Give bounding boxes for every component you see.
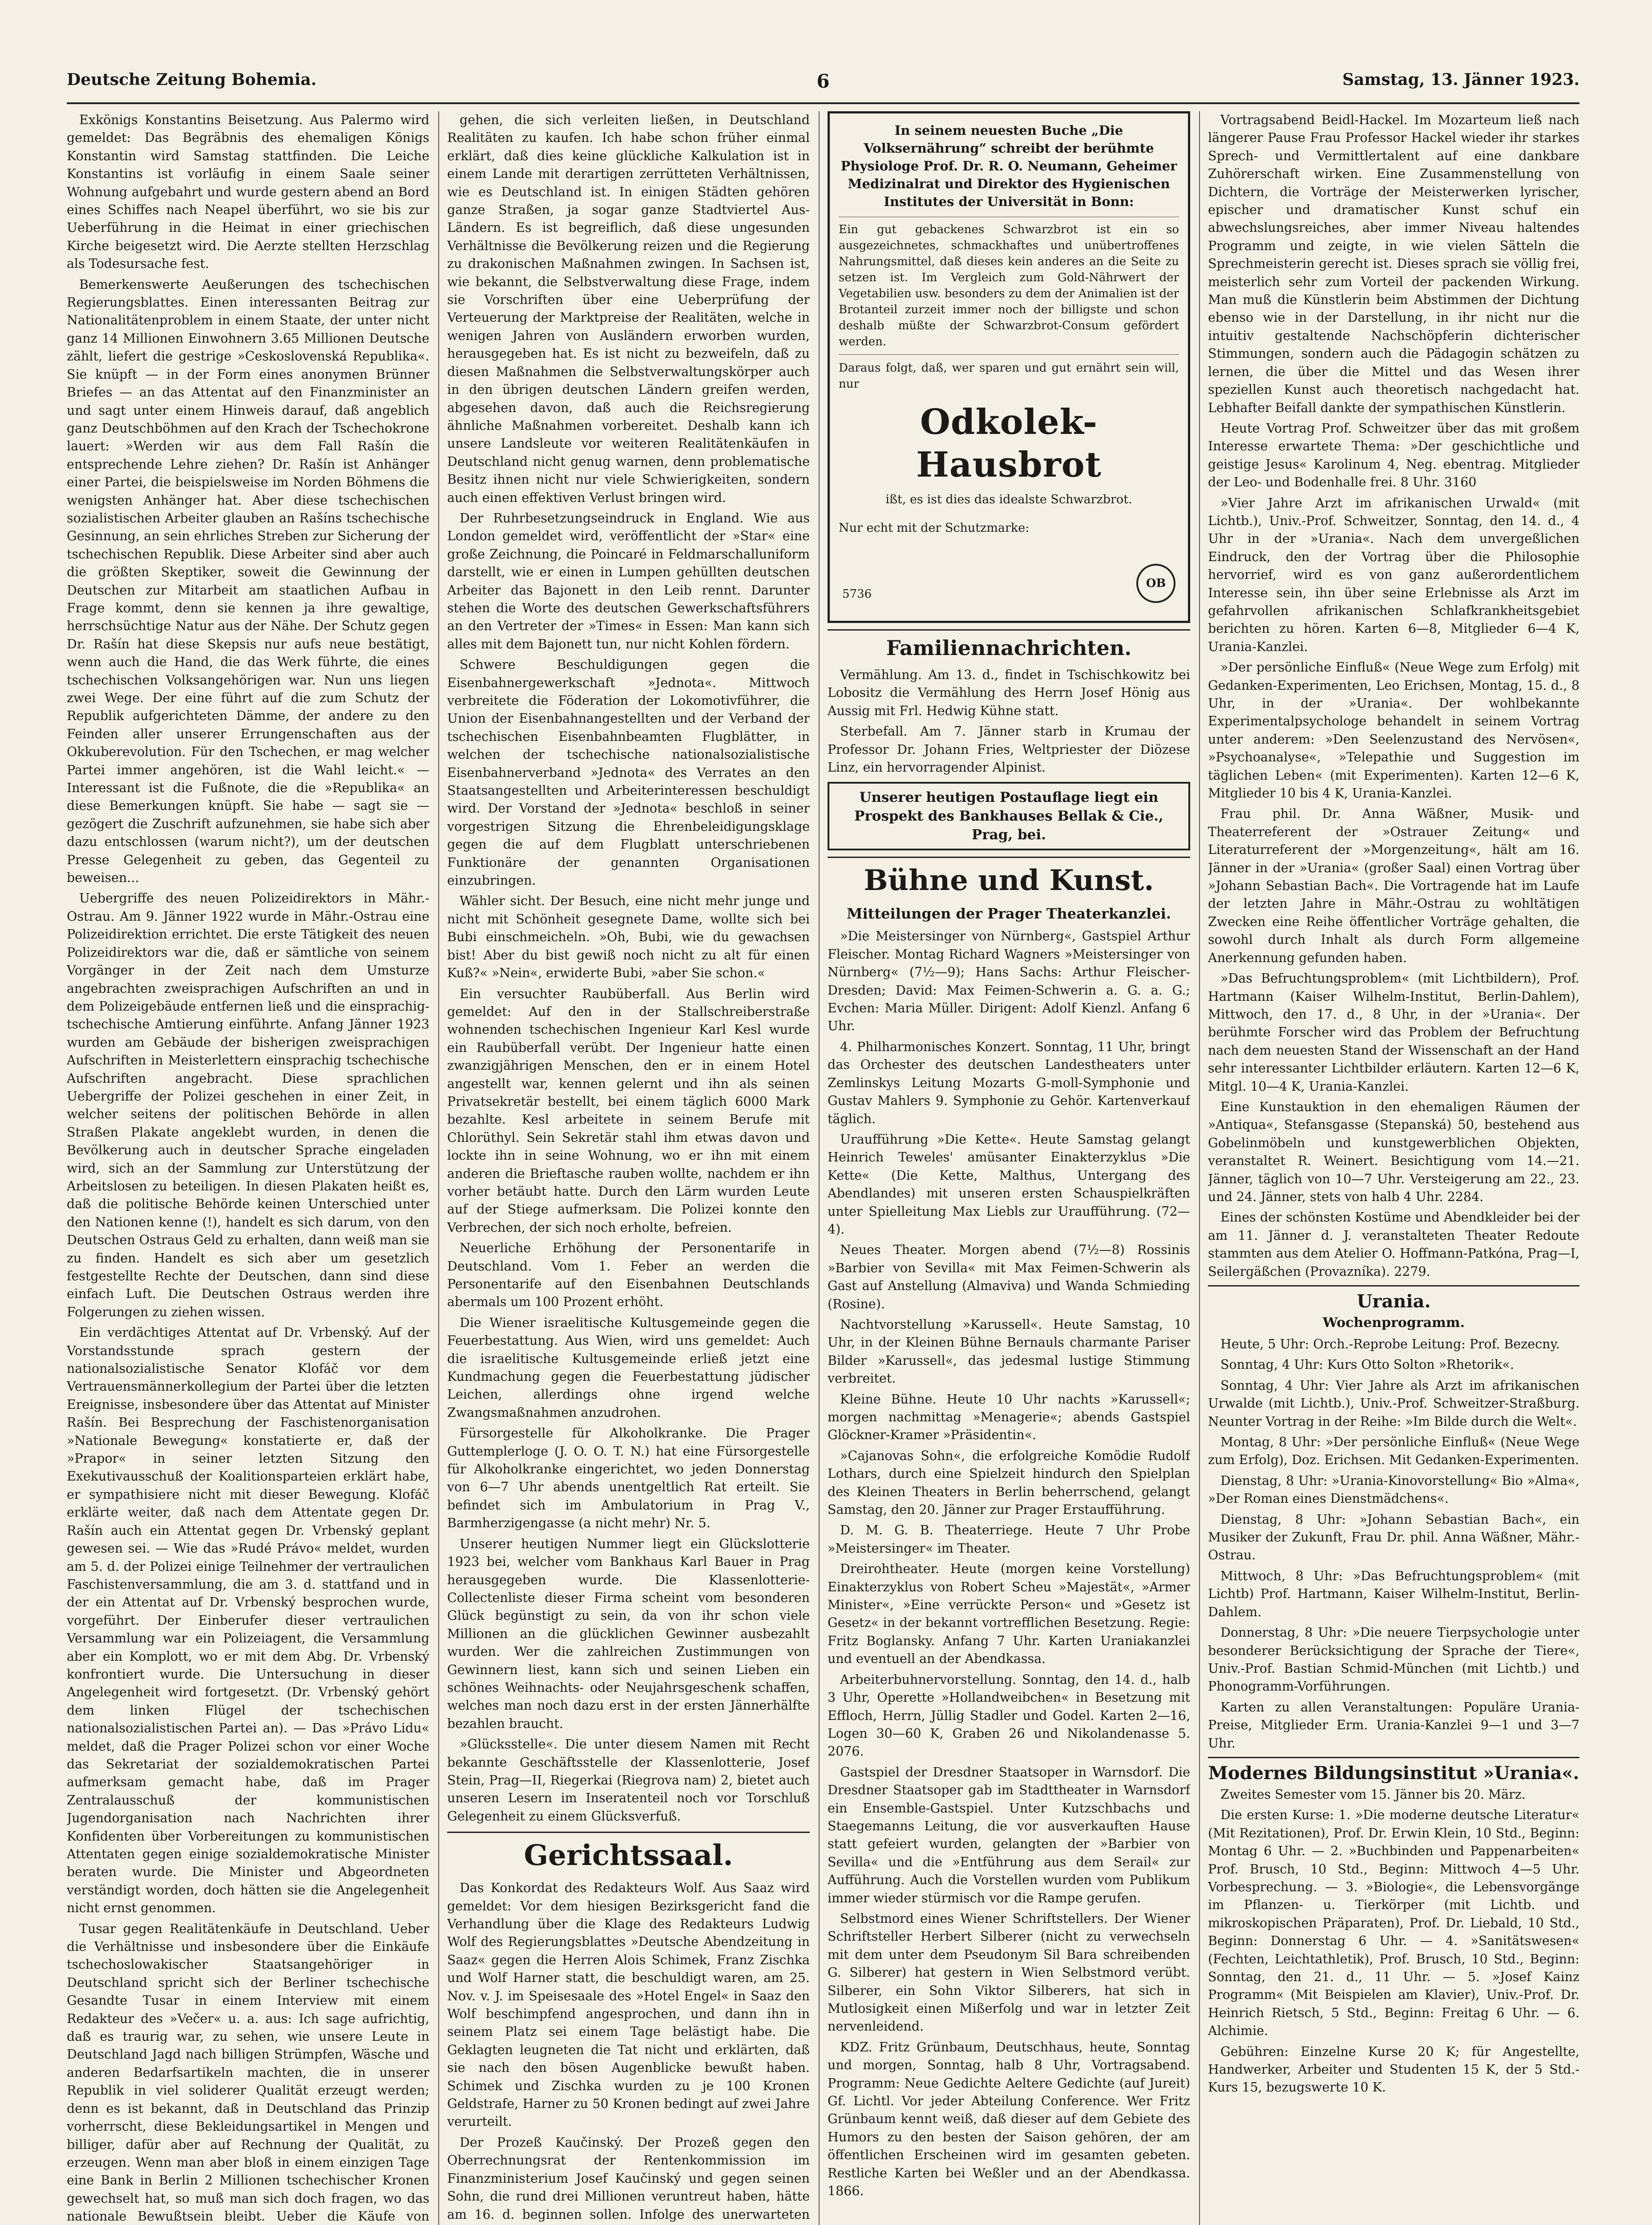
boxed-notice: Unserer heutigen Postauflage liegt ein Prospekt des Bankhauses Bellak & Cie., Prag, bei. (828, 782, 1190, 850)
odkolek-advertisement (828, 111, 1190, 623)
article-paragraph: Heute Vortrag Prof. Schweitzer über das mit großem Interesse erwartete Thema: »Der geschichtliche und geistige Jesus« Karolinum 4, Neg. ebentrag. Mitglieder der Leo- und Bodenhalle frei. 8 Uhr. 3160 (1208, 421, 1579, 490)
article-paragraph: KDZ. Fritz Grünbaum, Deutschhaus, heute, Sonntag und morgen, Sonntag, halb 8 Uhr, Vortragsabend. Programm: Neue Gedichte Aeltere Gedichte (auf Jureit) Gf. Lichtl. Vor jeder Abteilung Conference. Wer Fritz Grünbaum kennt weiß, daß dieser auf dem Gebiete des Humors zu den besten der Saison gehören, der am öffentlichen Erscheinen wird im gesamten gebeten. Restliche Karten bei Weßler und an der Abendkassa. 1866. (828, 2039, 1190, 2199)
ad-brand-name: Odkolek-Hausbrot (916, 402, 1102, 485)
article-paragraph: Fürsorgestelle für Alkoholkranke. Die Prager Guttemplerloge (J. O. O. T. N.) hat eine Fürsorgestelle für Alkoholkranke eingerichtet, wo jeden Donnerstag von 6—7 Uhr abends unentgeltlich Rat erteilt. Sie befindet sich im Ambulatorium in Prag V., Barmherzigengasse (a nicht mehr) Nr. 5. (447, 1426, 810, 1531)
article-paragraph: Heute, 5 Uhr: Orch.-Reprobe Leitung: Prof. Bezecny. (1220, 1337, 1560, 1351)
article-paragraph: Sonntag, 4 Uhr: Kurs Otto Solton »Rhetorik«. (1220, 1357, 1514, 1372)
article-paragraph: Nachtvorstellung »Karussell«. Heute Samstag, 10 Uhr, in der Kleinen Bühne Bernauls charmante Pariser Bilder »Karussell«, das jedesmal lustige Stimmung verbreitet. (828, 1317, 1190, 1386)
ad-conclusion-text: Daraus folgt, daß, wer sparen und gut ernährt sein will, nur (839, 361, 1179, 391)
column-rule (1199, 111, 1200, 2225)
column-rule (438, 111, 439, 2225)
article-paragraph: Die Wiener israelitische Kultusgemeinde gegen die Feuerbestattung. Aus Wien, wird uns gemeldet: Auch die israelitische Kultusgemeinde erließ jetzt eine Kundmachung gegen die Feuerbestattung jüdischer Leichen, allerdings ohne irgend welche Zwangsmaßnahmen anzudrohen. (447, 1315, 810, 1420)
article-paragraph: Donnerstag, 8 Uhr: »Die neuere Tierpsychologie unter besonderer Berücksichtigung der Sprache der Tiere«, Univ.-Prof. Bastian Schmid-München (mit Lichtb.) und Phonogramm-Vorführungen. (1208, 1625, 1579, 1694)
article-paragraph: Schwere Beschuldigungen gegen die Eisenbahnergewerkschaft »Jednota«. Mittwoch verbreitete die Föderation der Lokomotivführer, die Union der Eisenbahnangestellten und der Verband der tschechischen Eisenbahnbeamten Flugblätter, in welchen der tschechische nationalsozialistische Eisenbahnerverband »Jednota« des Verrates an den Staatsangestellten und Arbeiterinteressen beschuldigt wird. Der Vorstand der »Jednota« beschloß in seiner vorgestrigen Sitzung die Ehrenbeleidigungsklage gegen die auf dem Flugblatt unterschriebenen Funktionäre der genannten Organisationen einzubringen. (447, 657, 810, 888)
article-paragraph: Mittwoch, 8 Uhr: »Das Befruchtungsproblem« (mit Lichtb) Prof. Hartmann, Kaiser Wilhelm-Institut, Berlin-Dahlem. (1208, 1568, 1579, 1619)
article-paragraph: Neuerliche Erhöhung der Personentarife in Deutschland. Vom 1. Feber an werden die Personentarife auf den Eisenbahnen Deutschlands abermals um 100 Prozent erhöht. (447, 1241, 810, 1310)
ad-trademark-note: Nur echt mit der Schutzmarke: (839, 521, 1030, 535)
article-paragraph: Vortragsabend Beidl-Hackel. Im Mozarteum ließ nach längerer Pause Frau Professor Hackel wieder ihr starkes Sprech- und Vermittlertalent auf eine dankbare Zuhörerschaft wirken. Eine Zusammenstellung von Dichtern, die Vorträge der Meisterwerken lyrischer, epischer und dramatischer Kunst schuf ein abwechslungsreiches, aber immer Niveau haltendes Programm und zeigte, in wie vielen Sätteln die Sprechmeisterin gerecht ist. Dieses sprach sie völlig frei, meisterlich sehr zum Vorteil der packenden Wirkung. Man muß die Künstlerin beim Abstimmen der Dichtung ebenso wie in der Darstellung, in ihr nicht nur die intuitiv gestaltende Nachschöpferin dichterischer Stimmungen, sondern auch die Pädagogin schätzen zu lernen, die über die Mittel und das Wesen ihrer speziellen Kunst auch theoretisch nachgedacht hat. Lebhafter Beifall dankte der sympathischen Künstlerin. (1208, 113, 1579, 415)
program-heading: Modernes Bildungsinstitut »Urania«. (1208, 1757, 1579, 1786)
article-paragraph: Uraufführung »Die Kette«. Heute Samstag gelangt Heinrich Teweles' amüsanter Einakterzyklus »Die Kette« (Die Kette, Malthus, Untergang des Abendlandes) mit unseren ersten Schauspielkräften unter Spielleitung Max Liebls zur Uraufführung. (72—4). (828, 1132, 1190, 1237)
page-header (67, 62, 1579, 104)
section-subheading: Mitteilungen der Prager Theaterkanzlei. (847, 905, 1171, 922)
article-paragraph: »Das Befruchtungsproblem« (mit Lichtbildern), Prof. Hartmann (Kaiser Wilhelm-Institut, Berlin-Dahlem), Mittwoch, den 17. d., 8 Uhr, in der »Urania«. Der berühmte Forscher wird das Problem der Befruchtung nach dem neuesten Stand der Wissenschaft an der Hand sehr interessanter Lichtbilder erläutern. Karten 12—6 K, Mitgl. 10—4 K, Urania-Kanzlei. (1208, 971, 1579, 1094)
article-paragraph: Der Prozeß Kaučinský. Der Prozeß gegen den Oberrechnungsrat der Rentenkommission im Finanzministerium Josef Kaučinský und gegen seinen Sohn, die rund drei Millionen veruntreut haben, hätte am 16. d. beginnen sollen. Infolge des unerwarteten (447, 2135, 810, 2222)
article-paragraph: »Vier Jahre Arzt im afrikanischen Urwald« (mit Lichtb.), Univ.-Prof. Schweitzer, Sonntag, den 14. d., 4 Uhr in der »Urania«. Nach dem unvergeßlichen Eindruck, den der Vortrag über die Philosophie hervorrief, wird es von ganz außerordentlichem Interesse sein, ihn über seine Erlebnisse als Arzt im gefahrvollen afrikanischen Schlafkrankheitsgebiet berichten zu hören. Karten 6—8, Mitglieder 6—4 K, Urania-Kanzlei. (1208, 495, 1579, 654)
column-rule (819, 111, 820, 2225)
article-paragraph: Exkönigs Konstantins Beisetzung. Aus Palermo wird gemeldet: Das Begräbnis des ehemaligen Königs Konstantin wird Samstag stattfinden. Die Leiche Konstantins ist vorläufig in einem Saale seiner Wohnung aufgebahrt und wurde gestern abend an Bord eines Schiffes nach Neapel überführt, wo sie bis zur Ueberführung in die Heimat in einer griechischen Kirche beigesetzt wird. Die Aerzte stellten Herzschlag als Todesursache fest. (67, 113, 429, 271)
column-4 (1208, 111, 1579, 2225)
article-paragraph: Gebühren: Einzelne Kurse 20 K; für Angestellte, Handwerker, Arbeiter und Studenten 15 K, der 5 Std.-Kurs 15, bezugswerte 10 K. (1208, 2044, 1579, 2095)
article-paragraph: Dienstag, 8 Uhr: »Urania-Kinovorstellung« Bio »Alma«, »Der Roman eines Dienstmädchens«. (1208, 1473, 1579, 1506)
article-paragraph: gehen, die sich verleiten ließen, in Deutschland Realitäten zu kaufen. Ich habe schon früher einmal erklärt, daß dies keine glückliche Kalkulation ist in einem Lande mit derartigen zerrütteten Verhältnissen, wie es Deutschland ist. In einigen Städten gehören ganze Straßen, ja sogar ganze Stadtviertel Aus-Ländern. Es ist begreiflich, daß diese ungesunden Verhältnisse die Bevölkerung reizen und die Regierung zu drakonischen Maßnahmen zwingen. In Sachsen ist, wie bekannt, die Selbstverwaltung diese Frage, indem sie Vorschriften über eine Ueberprüfung der Verteuerung der Marktpreise der Realitäten, welche in wenigen Jahren von Ausländern erworben wurden, herausgegeben hat. Es ist nicht zu bezweifeln, daß zu diesen Maßnahmen die Selbstverwaltungskörper auch in den übrigen deutschen Ländern greifen werden, abgesehen davon, daß auch die Reichsregierung ähnliche Maßnahmen vorbereitet. Deshalb kann ich unsere Landsleute vor weiteren Realitätenkäufen in Deutschland nicht genug warnen, denn problematische Besitz ihnen nicht nur viele Schwierigkeiten, sondern auch einen effektiven Verlust bringen wird. (447, 113, 810, 505)
article-paragraph: Eine Kunstauktion in den ehemaligen Räumen der »Antiqua«, Stefansgasse (Stepanská) 50, bestehend aus Gobelinmöbeln und kunstgewerblichen Objekten, veranstaltet R. Weinert. Besichtigung vom 14.—21. Jänner, täglich von 10—7 Uhr. Versteigerung am 22., 23. und 24. Jänner, stets von halb 4 Uhr. 2284. (1208, 1099, 1579, 1204)
article-paragraph: Gastspiel der Dresdner Staatsoper in Warnsdorf. Die Dresdner Staatsoper gab im Stadttheater in Warnsdorf ein Ensemble-Gastspiel. Unter Kutzschbachs und Staegemanns Leitung, die vor ausverkauften Hause statt gefeiert wurden, gelangten der »Barbier von Sevilla« und die »Entführung aus dem Serail« zur Aufführung. Auch die Vorstellen wurden vom Publikum immer wieder stürmisch vor die Rampe gerufen. (828, 1764, 1190, 1905)
ad-quote-text: Ein gut gebackenes Schwarzbrot ist ein so ausgezeichnetes, schmackhaftes und unübertroffenes Nahrungsmittel, daß dieses kein anderes an die Seite zu setzen ist. Im Vergleich zum Gold-Nährwert der Vegetabilien usw. besonders zu dem der Animalien ist der Brotanteil zurzeit immer noch der billigste und schon deshalb müßte der Schwarzbrot-Consum gefördert werden. (839, 217, 1179, 355)
article-paragraph: Karten zu allen Veranstaltungen: Populäre Urania-Preise, Mitglieder Erm. Urania-Kanzlei 9—1 und 3—7 Uhr. (1208, 1699, 1579, 1751)
article-paragraph: D. M. G. B. Theaterriege. Heute 7 Uhr Probe »Meistersinger« im Theater. (828, 1523, 1190, 1556)
article-paragraph: »Der persönliche Einfluß« (Neue Wege zum Erfolg) mit Gedanken-Experimenten, Leo Erichsen, Montag, 15. d., 8 Uhr, in der »Urania«. Der wohlbekannte Experimentalpsychologe behandelt in seinem Vortrag unter anderem: »Den Seelenzustand des Nervösen«, »Psychoanalyse«, »Telepathie und Suggestion im täglichen Leben« (mit Experimenten). Karten 12—6 K, Mitglieder 10 bis 4 K, Urania-Kanzlei. (1208, 660, 1579, 801)
trademark-logo-icon: OB (1136, 564, 1175, 603)
column-1 (67, 111, 429, 2225)
article-paragraph: Vermählung. Am 13. d., findet in Tschischkowitz bei Lobositz die Vermählung des Herrn Josef Hönig aus Aussig mit Frl. Hedwig Kühne statt. (828, 668, 1190, 718)
article-paragraph: Eines der schönsten Kostüme und Abendkleider bei der am 11. Jänner d. J. veranstalteten Theater Redoute stammten aus dem Atelier O. Hoffmann-Patkóna, Prag—I, Seilergäßchen (Provazníka). 2279. (1208, 1210, 1579, 1279)
article-paragraph: Sterbefall. Am 7. Jänner starb in Krumau der Professor Dr. Johann Fries, Weltpriester der Diözese Linz, ein hervorragender Alpinist. (828, 724, 1190, 775)
article-paragraph: »Cajanovas Sohn«, die erfolgreiche Komödie Rudolf Lothars, durch eine Spielzeit hindurch den Spielplan des Kleinen Theaters in Berlin beherrschend, gelangt Samstag, den 20. Jänner zur Prager Erstaufführung. (828, 1448, 1190, 1517)
issue-date: Samstag, 13. Jänner 1923. (1342, 70, 1579, 89)
article-paragraph: Bemerkenswerte Aeußerungen des tschechischen Regierungsblattes. Einen interessanten Beitrag zur Nationalitätenproblem in einem Staate, der unter nicht ganz 14 Millionen Einwohnern 3.65 Millionen Deutsche zählt, liefert die gestrige »Ceskoslovenská Republika«. Sie knüpft — in der Form eines anonymen Brünner Briefes — an das Attentat auf den Finanzminister an und sagt unter einem Hinweis darauf, daß angeblich ganz Deutschböhmen auf den Krach der Tschechokrone lauert: »Werden wir aus dem Fall Rašín die entsprechende Lehre ziehen? Dr. Rašín ist Anhänger einer Partei, die beispielsweise im Norden Böhmens die wenigsten Anhänger hat. Aber diese tschechischen sozialistischen Arbeiter glauben an Rašíns tschechische Gesinnung, an sein ehrliches Streben zur Sicherung der tschechischen Republik. Diese Arbeiter sind aber auch die größten Skeptiker, soweit die Gewinnung der Deutschen zur Mitarbeit am staatlichen Aufbau in Frage kommt, denn sie kennen ja ihre gewaltige, herrschsüchtige Natur aus der Nähe. Der Schutz gegen Dr. Rašín hat diese Skepsis nur aufs neue bestätigt, wenn auch die Hand, die das Werk führte, die eines tschechischen Volksangehörigen war. Nun uns liegen zwei Wege. Der eine führt auf die zum Schutz der Republik aufgerichteten Dämme, der andere zu den Feinden aller unserer Errungenschaften aus der Okkuberevolution. Für den Tschechen, er mag welcher Partei immer angehören, ist die Wahl leicht.« — Interessant ist die Fußnote, die die »Republika« an diese Bemerkungen knüpft. Sie habe — sagt sie — gezögert die Zuschrift aufzunehmen, sie habe sich aber dazu entschlossen (warum nicht?), um der deutschen Presse Gelegenheit zu geben, das Gegenteil zu beweisen... (67, 277, 429, 886)
article-paragraph: »Glücksstelle«. Die unter diesem Namen mit Recht bekannte Geschäftsstelle der Klassenlotterie, Josef Stein, Prag—II, Riegerkai (Riegrova nam) 2, bietet auch unseren Lesern im Inseratenteil noch vor Torschluß Gelegenheit zu einem Glücksverfuß. (447, 1737, 810, 1824)
article-paragraph: Der Ruhrbesetzungseindruck in England. Wie aus London gemeldet wird, veröffentlicht der »Star« eine große Zeichnung, die Poincaré in Feldmarschalluniform darstellt, wie er einen in Lumpen gehüllten deutschen Arbeiter das Bajonett in den Leib rennt. Darunter stehen die Worte des deutschen Gewerkschaftsführers an den Vertreter der »Times« in Essen: Man kann sich alles mit dem Bajonett tun, nur nicht Kohlen fördern. (447, 510, 810, 651)
article-paragraph: Wähler sicht. Der Besuch, eine nicht mehr junge und nicht mit Schönheit gesegnete Dame, wollte sich bei Bubi einschmeicheln. »Oh, Bubi, wie du gewachsen bist! Aber du bist gewiß noch nicht zu alt für einen Kuß?« »Nein«, erwiderte Bubi, »aber Sie schon.« (447, 894, 810, 981)
section-heading: Familiennachrichten. (828, 629, 1190, 662)
article-paragraph: Neues Theater. Morgen abend (7½—8) Rossinis »Barbier von Sevilla« mit Max Feimen-Schwerin als Gast auf Anstellung (Almaviva) und Wanda Schmieding (Rosine). (828, 1242, 1190, 1311)
section-heading: Gerichtssaal. (447, 1832, 810, 1875)
ad-intro-text: In seinem neuesten Buche „Die Volksernährung“ schreibt der berühmte Physiologe Prof. Dr. R. O. Neumann, Geheimer Medizinalrat und Direktor des Hygienischen Institutes der Universität in Bonn: (840, 123, 1177, 209)
article-paragraph: Arbeiterbuhnervorstellung. Sonntag, den 14. d., halb 3 Uhr, Operette »Hollandweibchen« in Besetzung mit Effloch, Herrn, Jüllig Stadler und Godel. Karten 2—16, Logen 30—60 K, Graben 26 und Nikolandenasse 5. 2076. (828, 1672, 1190, 1759)
article-paragraph: »Die Meistersinger von Nürnberg«, Gastspiel Arthur Fleischer. Montag Richard Wagners »Meistersinger von Nürnberg« (7½—9); Hans Sachs: Arthur Fleischer-Dresden; David: Max Feimen-Schwerin a. G. a. G.; Evchen: Maria Müller. Dirigent: Adolf Kienzl. Anfang 6 Uhr. (828, 929, 1190, 1034)
article-paragraph: Kleine Bühne. Heute 10 Uhr nachts »Karussell«; morgen nachmittag »Menagerie«; abends Gastspiel Glöckner-Kramer »Präsidentin«. (828, 1392, 1190, 1443)
article-paragraph: Zweites Semester vom 15. Jänner bis 20. März. (1220, 1787, 1526, 1802)
masthead-title: Deutsche Zeitung Bohemia. (67, 70, 317, 89)
program-subheading: Wochenprogramm. (1322, 1315, 1465, 1331)
article-paragraph: Ein verdächtiges Attentat auf Dr. Vrbenský. Auf der Vorstandsstunde sprach gestern der nationalsozialistische Senator Klofáč vor dem Vertrauensmännerkollegium der Partei über die letzten Ereignisse, insbesondere über das Attentat auf Minister Rašín. Bei Besprechung der Faschistenorganisation »Nationale Bewegung« konstatierte er, daß der »Prapor« in seiner letzten Sitzung den Exekutivausschuß der Koalitionsparteien erklärt habe, er sympathisiere nicht mit dieser Bewegung. Klofáč erklärte weiter, daß nach dem Attentate gegen Dr. Rašín auch ein Attentat gegen Dr. Vrbenský geplant gewesen sei. — Wie das »Rudé Právo« meldet, wurden am 5. d. der Polizei einige Teilnehmer der vertraulichen Faschistenversammlung, die am 3. d. stattfand und in der ein Attentat auf Dr. Vrbenský besprochen wurde, vorgeführt. Der Einberufer dieser vertraulichen Versammlung war ein Polizeiagent, die Versammlung aber ein Komplott, wo er mit dem Abg. Dr. Vrbenský konfrontiert wurde. Die Untersuchung in dieser Angelegenheit wird fortgesetzt. (Dr. Vrbenský gehört dem linken Flügel der tschechischen nationalsozialistischen Partei an). — Das »Právo Lidu« meldet, daß die Prager Polizei schon vor einer Woche das Sekretariat der sozialdemokratischen Partei aufmerksam gemacht habe, daß im Prager Zentralausschuß der kommunistischen Jugendorganisation nach Nachrichten ihrer Konfidenten über Vorbereitungen zu kommunistischen Attentaten gegen einige sozialdemokratische Minister beraten wurde. Die Minister und Abgeordneten verständigt worden, doch hätten sie die Angelegenheit nicht ernst genommen. (67, 1325, 429, 1916)
article-paragraph: Selbstmord eines Wiener Schriftstellers. Der Wiener Schriftsteller Herbert Silberer (nicht zu verwechseln mit dem unter dem Pseudonym Sil Bara schreibenden G. Silberer) hat gestern in Wien Selbstmord verübt. Silberer, ein Sohn Viktor Silberers, hat sich in Mutlosigkeit einen Mißerfolg und war in letzter Zeit nervenleidend. (828, 1911, 1190, 2034)
article-paragraph: Sonntag, 4 Uhr: Vier Jahre als Arzt im afrikanischen Urwalde (mit Lichtb.), Univ.-Prof. Schweitzer-Straßburg. Neunter Vortrag in der Reihe: »Im Bilde durch die Welt«. (1208, 1378, 1579, 1429)
article-paragraph: Uebergriffe des neuen Polizeidirektors in Mähr.-Ostrau. Am 9. Jänner 1922 wurde in Mähr.-Ostrau eine Polizeidirektion errichtet. Die erste Tätigkeit des neuen Polizeidirektors war die, daß er sämtliche von seinem Vorgänger in der Zeit nach dem Umsturze angebrachten zweisprachigen Aufschriften an und in dem Polizeigebäude entfernen ließ und die einsprachig-tschechische Amtierung einführte. Anfang Jänner 1923 wurden am Gebäude der bisherigen zweisprachigen Aufschriften in Meisterlettern einsprachig tschechische Aufschriften angebracht. Diese sprachlichen Uebergriffe der Polizei geschehen in einer Zeit, in welcher seitens der politischen Behörde in allen Straßen Plakate angeklebt wurden, in denen die Bevölkerung auch in deutscher Sprache eingeladen wird, sich an der Sammlung zur Unterstützung der Arbeitslosen zu beteiligen. In diesen Plakaten heißt es, daß die politische Behörde keinen Unterschied unter den Nationen kenne (!), handelt es sich darum, von den Deutschen Ostraus Geld zu erhalten, dann weiß man sie zu finden. Handelt es sich aber um gesetzlich festgestellte Rechte der Deutschen, dann sind diese einfach Luft. Die Deutschen Ostraus werden ihre Folgerungen zu ziehen wissen. (67, 891, 429, 1319)
article-paragraph: Dienstag, 8 Uhr: »Johann Sebastian Bach«, ein Musiker der Zukunft, Frau Dr. phil. Anna Wäßner, Mähr.-Ostrau. (1208, 1512, 1579, 1563)
article-paragraph: Dreirohtheater. Heute (morgen keine Vorstellung) Einakterzyklus von Robert Scheu »Majestät«, »Armer Minister«, »Eine verrückte Person« und »Gesetz ist Gesetz« in der bekannt vortrefflichen Besetzung. Regie: Fritz Boglansky. Anfang 7 Uhr. Karten Uraniakanzlei und eventuell an der Abendkassa. (828, 1562, 1190, 1667)
column-3 (828, 111, 1190, 2225)
article-paragraph: Montag, 8 Uhr: »Der persönliche Einfluß« (Neue Wege zum Erfolg), Doz. Erichsen. Mit Gedanken-Experimenten. (1208, 1435, 1579, 1468)
program-heading: Urania. (1208, 1285, 1579, 1314)
article-paragraph: Frau phil. Dr. Anna Wäßner, Musik- und Theaterreferent der »Ostrauer Zeitung« und Literaturreferent der »Morgenzeitung«, hält am 16. Jänner in der »Urania« (großer Saal) einen Vortrag über »Johann Sebastian Bach«. Die Vortragende hat im Laufe der letzten Jahre in Mähr.-Ostrau zu wohltätigen Zwecken eine Reihe öffentlicher Vorträge gehalten, die sowohl durch Inhalt als durch Form allgemeine Anerkennung gefunden haben. (1208, 806, 1579, 965)
article-paragraph: Tusar gegen Realitätenkäufe in Deutschland. Ueber die Verhältnisse und insbesondere über die Einkäufe tschechoslowakischer Staatsangehöriger in Deutschland spricht sich der Berliner tschechische Gesandte Tusar in einem Interview mit einem Redakteur des »Večer« u. a. aus: Ich sage aufrichtig, daß es traurig war, zu sehen, wie unsere Leute in Deutschland Jagd nach billigen Strümpfen, Wäsche und anderen Bedarfsartikeln machten, die in unserer Republik in viel soliderer Qualität erzeugt werden; denn es ist bekannt, daß in Deutschland das Prinzip vorherrscht, diese Bekleidungsartikel in Mengen und billiger, dafür aber auf Rechnung der Qualität, zu erzeugen. Wenn man aber bloß in einem einzigen Tage eine Bank in Berlin 2 Millionen tschechischer Kronen gewechselt hat, so muß man sich doch fragen, wo das nationale Bewußtsein bleibt. Ueber die Käufe von (67, 1921, 429, 2224)
section-heading: Bühne und Kunst. (828, 857, 1190, 900)
article-paragraph: Das Konkordat des Redakteurs Wolf. Aus Saaz wird gemeldet: Vor dem hiesigen Bezirksgericht fand die Verhandlung über die Klage des Redakteurs Ludwig Wolf des Regierungsblattes »Deutsche Abendzeitung in Saaz« gegen die Herren Alois Schimek, Franz Zischka und Wolf Harner statt, die beschuldigt waren, am 25. Nov. v. J. im Speisesaale des »Hotel Engel« in Saaz den Wolf beschimpfend angesprochen, und dann ihn in seinem Platz sei einem Tage belästigt habe. Die Geklagten leugneten die Tat nicht und erklärten, daß sie nach den bösen Augenblicke bewußt haben. Schimek und Zischka wurden zu je 100 Kronen Geldstrafe, Harner zu 50 Kronen bedingt auf zwei Jahre verurteilt. (447, 1881, 810, 2129)
article-paragraph: Die ersten Kurse: 1. »Die moderne deutsche Literatur« (Mit Rezitationen), Prof. Dr. Erwin Klein, 10 Std., Beginn: Montag 6 Uhr. — 2. »Buchbinden und Pappenarbeiten« Prof. Brusch, 10 Std., Beginn: Mittwoch 4—5 Uhr. Vorbesprechung. — 3. »Biologie«, die Lebensvorgänge im Pflanzen- u. Tierkörper (mit Lichtb. und mikroskopischen Präparaten), Prof. Dr. Liebald, 10 Std., Beginn: Donnerstag 6 Uhr. — 4. »Sanitätswesen« (Fechten, Leichtathletik), Prof. Brusch, 10 Std., Beginn: Sonntag, den 21. d., 11 Uhr. — 5. »Josef Kainz Programm« (Mit Beispielen am Klavier), Univ.-Prof. Dr. Heinrich Rietsch, 5 Std., Beginn: Freitag 6 Uhr. — 6. Alchimie. (1208, 1808, 1579, 2039)
ad-code-number: 5736 (842, 587, 872, 601)
article-paragraph: 4. Philharmonisches Konzert. Sonntag, 11 Uhr, bringt das Orchester des deutschen Landestheaters unter Zemlinskys Leitung Mozarts G-moll-Symphonie und Gustav Mahlers 9. Symphonie zu Gehör. Kartenverkauf täglich. (828, 1039, 1190, 1126)
ad-tagline: ißt, es ist dies das idealste Schwarzbrot. (885, 493, 1132, 506)
article-paragraph: Ein versuchter Raubüberfall. Aus Berlin wird gemeldet: Auf den in der Stallschreiberstraße wohnenden tschechischen Ingenieur Karl Kesl wurde ein Raubüberfall verübt. Der Ingenieur hatte einen zwanzigjährigen Menschen, den er in einem Hotel angestellt war, kennen gelernt und ihn als seinen Privatsekretär bestellt, bei einem täglich 6000 Mark bezahlte. Kesl arbeitete in seinem Berufe mit Chlorüthyl. Sein Sekretär stahl ihm etwas davon und lockte ihn in seine Wohnung, wo er ihn mit einem anderen die Brieftasche rauben wollte, nachdem er ihn vorher betäubt hatte. Durch den Lärm wurden Leute auf der Stiege aufmerksam. Die Polizei konnte den Verbrechen, der sich noch erholte, befreien. (447, 986, 810, 1235)
page-number: 6 (816, 70, 830, 92)
article-paragraph: Unserer heutigen Nummer liegt ein Glückslotterie 1923 bei, welcher vom Bankhaus Karl Bauer in Prag herausgegeben wurde. Die Klassenlotterie-Collectenliste dieser Firma scheint vom besonderen Glück begünstigt zu sein, da von ihr schon viele Millionen an die glücklichen Gewinner ausbezahlt wurden. Wer die zahlreichen Zustimmungen von Gewinnern liest, kann sich und seinen Lieben ein schönes Weihnachts- oder Neujahrsgeschenk schaffen, welches man noch dazu erst in der ersten Jännerhälfte bezahlen braucht. (447, 1536, 810, 1731)
column-2 (447, 111, 810, 2225)
